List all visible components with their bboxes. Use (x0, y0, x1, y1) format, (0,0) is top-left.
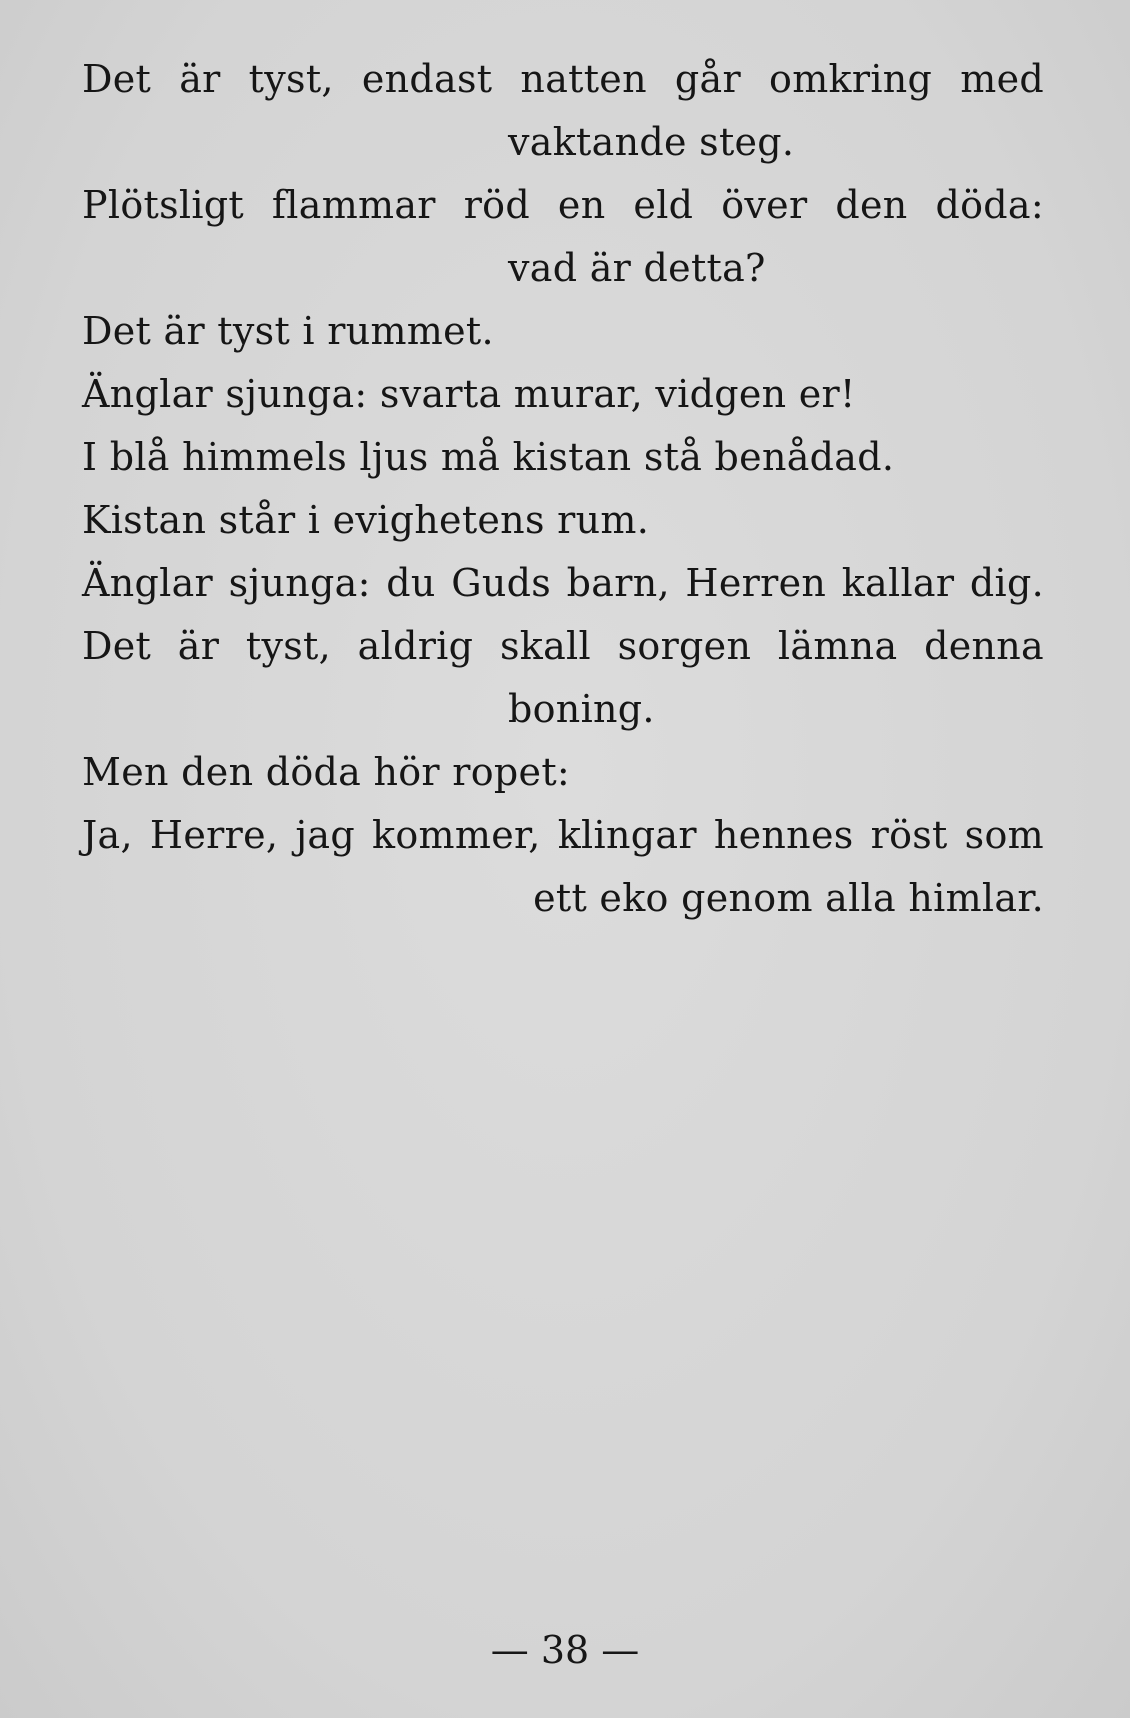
poem-line: Plötsligt flammar röd en eld över den döda: (82, 183, 1044, 227)
poem-line: I blå himmels ljus må kistan stå benådad. (82, 435, 895, 479)
poem-line: Men den döda hör ropet: (82, 750, 571, 794)
poem-text (82, 48, 1044, 930)
poem-line: Ja, Herre, jag kommer, klingar hennes röst som (82, 813, 1044, 857)
poem-line: Det är tyst, endast natten går omkring med (82, 57, 1044, 101)
poem-line-continuation: vaktande steg. (508, 120, 795, 164)
poem-line: Änglar sjunga: du Guds barn, Herren kallar dig. (82, 561, 1044, 605)
page-number: — 38 — (490, 1628, 640, 1672)
poem-line: Änglar sjunga: svarta murar, vidgen er! (82, 372, 856, 416)
poem-line-continuation: vad är detta? (508, 246, 766, 290)
poem-line-continuation: boning. (508, 687, 655, 731)
poem-line: Kistan står i evighetens rum. (82, 498, 650, 542)
poem-line-continuation: ett eko genom alla himlar. (533, 876, 1044, 920)
poem-line: Det är tyst i rummet. (82, 309, 494, 353)
poem-line: Det är tyst, aldrig skall sorgen lämna denna (82, 624, 1044, 668)
